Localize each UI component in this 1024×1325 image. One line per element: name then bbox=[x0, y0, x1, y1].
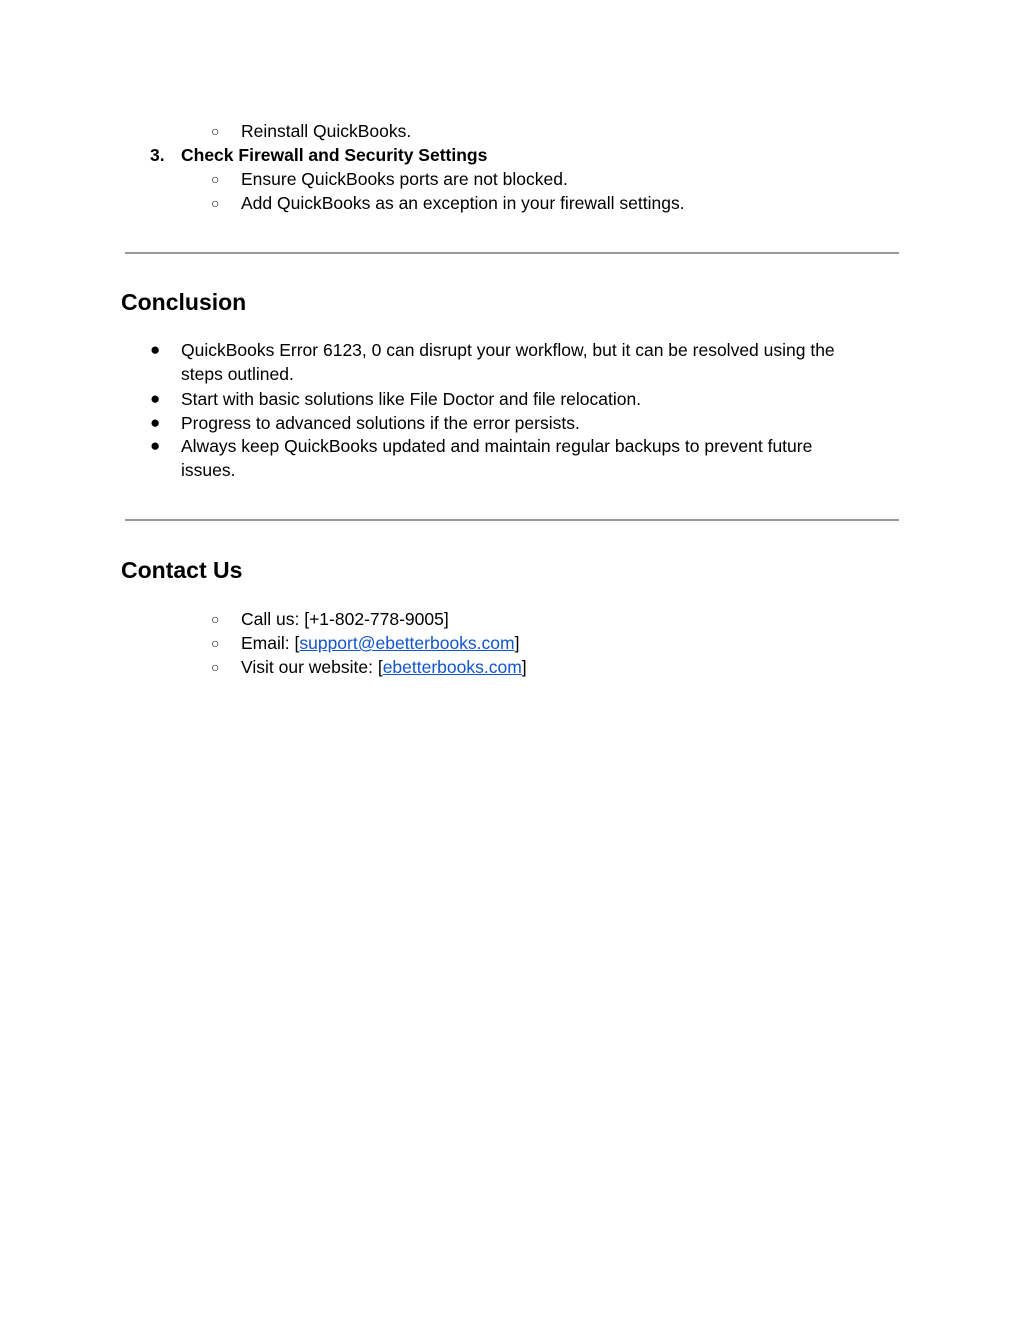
bullet-icon: ● bbox=[150, 340, 161, 359]
contact-email-item bbox=[241, 632, 519, 654]
website-suffix: ] bbox=[521, 657, 527, 677]
contact-phone: Call us: [+1-802-778-9005] bbox=[241, 609, 449, 629]
horizontal-divider bbox=[125, 519, 899, 521]
step-title: Check Firewall and Security Settings bbox=[181, 145, 488, 165]
contact-heading: Contact Us bbox=[121, 557, 243, 583]
email-prefix: Email: [ bbox=[241, 633, 300, 653]
list-item: Always keep QuickBooks updated and maintain regular backups to prevent future bbox=[181, 436, 813, 456]
circle-bullet-icon: ○ bbox=[211, 195, 220, 211]
circle-bullet-icon: ○ bbox=[211, 611, 220, 627]
list-item: Add QuickBooks as an exception in your firewall settings. bbox=[241, 193, 685, 213]
list-item: Start with basic solutions like File Doctor and file relocation. bbox=[181, 389, 642, 409]
circle-bullet-icon: ○ bbox=[211, 171, 220, 187]
conclusion-heading: Conclusion bbox=[121, 289, 247, 315]
bullet-icon: ● bbox=[150, 436, 161, 455]
website-prefix: Visit our website: [ bbox=[241, 657, 383, 677]
list-item: Ensure QuickBooks ports are not blocked. bbox=[241, 169, 568, 189]
list-item: Progress to advanced solutions if the error persists. bbox=[181, 413, 580, 433]
bullet-icon: ● bbox=[150, 389, 161, 408]
circle-bullet-icon: ○ bbox=[211, 123, 220, 139]
circle-bullet-icon: ○ bbox=[211, 635, 220, 651]
website-link[interactable]: ebetterbooks.com bbox=[382, 657, 522, 677]
horizontal-divider bbox=[125, 252, 899, 254]
list-item-continuation: steps outlined. bbox=[181, 364, 294, 384]
contact-website-item bbox=[241, 656, 527, 678]
email-link[interactable]: support@ebetterbooks.com bbox=[299, 633, 515, 653]
list-item: Reinstall QuickBooks. bbox=[241, 121, 412, 141]
list-item: QuickBooks Error 6123, 0 can disrupt your workflow, but it can be resolved using the bbox=[181, 340, 835, 360]
bullet-icon: ● bbox=[150, 413, 161, 432]
step-number: 3. bbox=[150, 145, 165, 165]
email-suffix: ] bbox=[514, 633, 520, 653]
circle-bullet-icon: ○ bbox=[211, 659, 220, 675]
list-item-continuation: issues. bbox=[181, 460, 236, 480]
